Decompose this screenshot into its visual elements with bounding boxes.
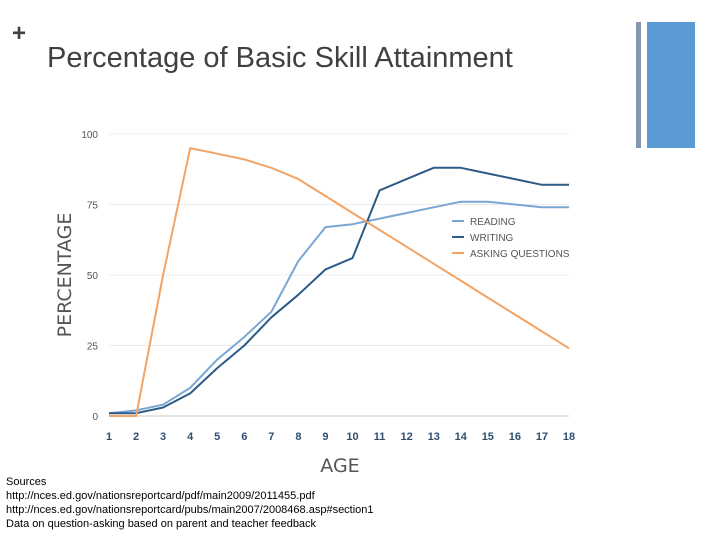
x-tick-label: 15 — [481, 431, 494, 443]
y-tick-label: 75 — [86, 200, 98, 212]
legend-label: READING — [470, 217, 516, 228]
sources-block — [6, 475, 374, 531]
y-tick-label: 0 — [92, 412, 98, 423]
x-tick-label: 8 — [295, 431, 302, 443]
x-tick-label: 12 — [400, 431, 413, 443]
legend-label: WRITING — [470, 233, 514, 244]
x-tick-label: 3 — [160, 431, 167, 443]
x-tick-label: 10 — [346, 431, 359, 443]
x-tick-label: 13 — [427, 431, 440, 443]
source-line: http://nces.ed.gov/nationsreportcard/pdf/main2009/2011455.pdf — [6, 490, 315, 502]
x-tick-label: 5 — [214, 431, 221, 443]
y-tick-label: 100 — [81, 130, 98, 141]
x-tick-label: 4 — [187, 431, 194, 443]
x-tick-label: 7 — [268, 431, 275, 443]
plus-icon: + — [12, 20, 27, 47]
x-axis-label: AGE — [320, 455, 360, 477]
x-tick-label: 17 — [535, 431, 549, 443]
y-axis-label: PERCENTAGE — [54, 212, 76, 338]
x-tick-label: 6 — [241, 431, 248, 443]
x-tick-label: 2 — [132, 431, 140, 443]
source-line: Data on question-asking based on parent and teacher feedback — [6, 518, 317, 530]
x-tick-label: 11 — [373, 431, 386, 443]
series-line — [109, 148, 569, 416]
x-tick-label: 18 — [562, 431, 576, 443]
source-line: http://nces.ed.gov/nationsreportcard/pubs/main2007/2008468.asp#section1 — [6, 504, 374, 516]
x-tick-label: 16 — [508, 431, 522, 443]
x-tick-label: 1 — [105, 431, 113, 443]
y-tick-label: 50 — [86, 271, 98, 282]
slide-title: Percentage of Basic Skill Attainment — [47, 42, 513, 74]
x-tick-label: 14 — [454, 431, 467, 443]
y-tick-label: 25 — [86, 341, 98, 353]
legend-label: ASKING QUESTIONS — [470, 249, 570, 260]
sources-heading: Sources — [6, 476, 47, 488]
x-tick-label: 9 — [322, 431, 329, 443]
